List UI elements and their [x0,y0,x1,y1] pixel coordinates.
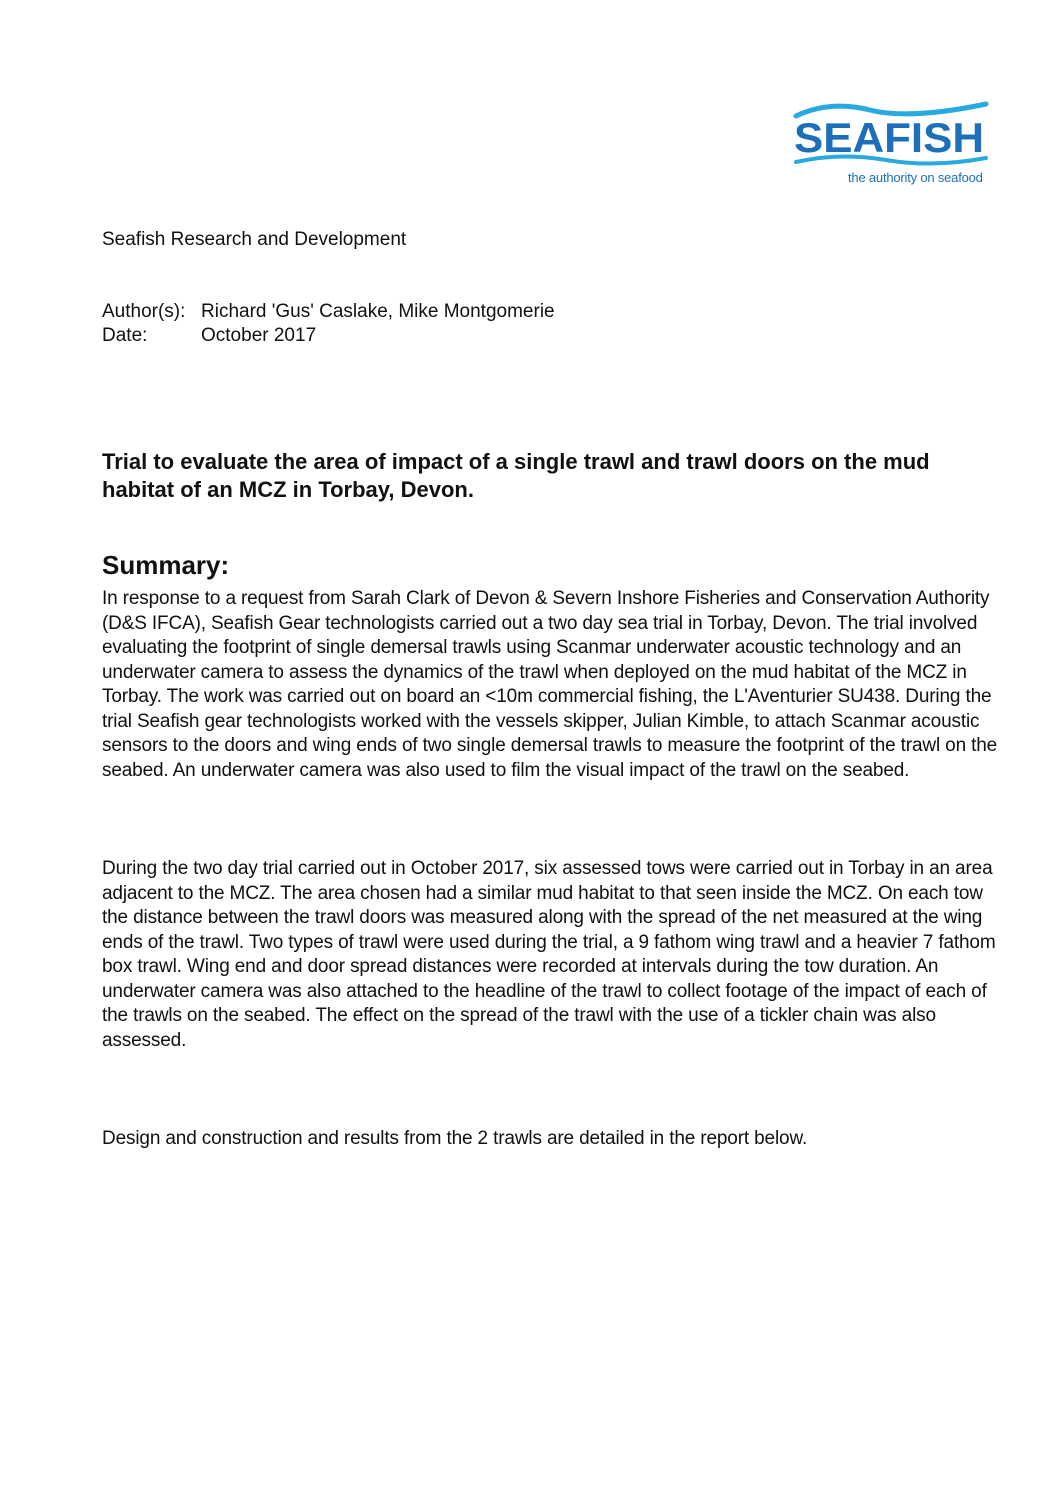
authors-value: Richard 'Gus' Caslake, Mike Montgomerie [201,301,555,322]
seafish-logo [790,96,990,188]
summary-paragraph-1: In response to a request from Sarah Clark of Devon & Severn Inshore Fisheries and Conservation Authority (D&S IFCA), Seafish Gear technologists carried out a two day sea trial in Torbay, Devon. The trial involved evaluating the footprint of single demersal trawls using Scanmar underwater acoustic technology and an underwater camera to assess the dynamics of the trawl when deployed on the mud habitat of the MCZ in Torbay. The work was carried out on board an <10m commercial fishing, the L'Aventurier SU438. During the trial Seafish gear technologists worked with the vessels skipper, Julian Kimble, to attach Scanmar acoustic sensors to the doors and wing ends of two single demersal trawls to measure the footprint of the trawl on the seabed. An underwater camera was also used to film the visual impact of the trawl on the seabed. [102,588,998,781]
logo-wordmark: SEAFISH [794,114,984,161]
summary-heading: Summary: [102,550,230,580]
logo-tagline: the authority on seafood [848,170,983,185]
summary-paragraph-3: Design and construction and results from the 2 trawls are detailed in the report below. [102,1128,808,1149]
authors-label: Author(s): [102,301,186,322]
seafish-logo-mark [790,96,990,176]
document-meta [102,300,555,348]
date-label: Date: [102,325,148,346]
authors-row [102,300,555,324]
document-title: Trial to evaluate the area of impact of a single trawl and trawl doors on the mud habitat of an MCZ in Torbay, Devon. [102,449,930,502]
summary-paragraph-2: During the two day trial carried out in October 2017, six assessed tows were carried out in Torbay in an area adjacent to the MCZ. The area chosen had a similar mud habitat to that seen inside the MCZ. On each tow the distance between the trawl doors was measured along with the spread of the net measured at the wing ends of the trawl. Two types of trawl were used during the trial, a 9 fathom wing trawl and a heavier 7 fathom box trawl. Wing end and door spread distances were recorded at intervals during the tow duration. An underwater camera was also attached to the headline of the trawl to collect footage of the impact of each of the trawls on the seabed. The effect on the spread of the trawl with the use of a tickler chain was also assessed. [102,858,996,1051]
date-row [102,324,555,348]
organization-name: Seafish Research and Development [102,229,407,250]
date-value: October 2017 [201,325,317,346]
